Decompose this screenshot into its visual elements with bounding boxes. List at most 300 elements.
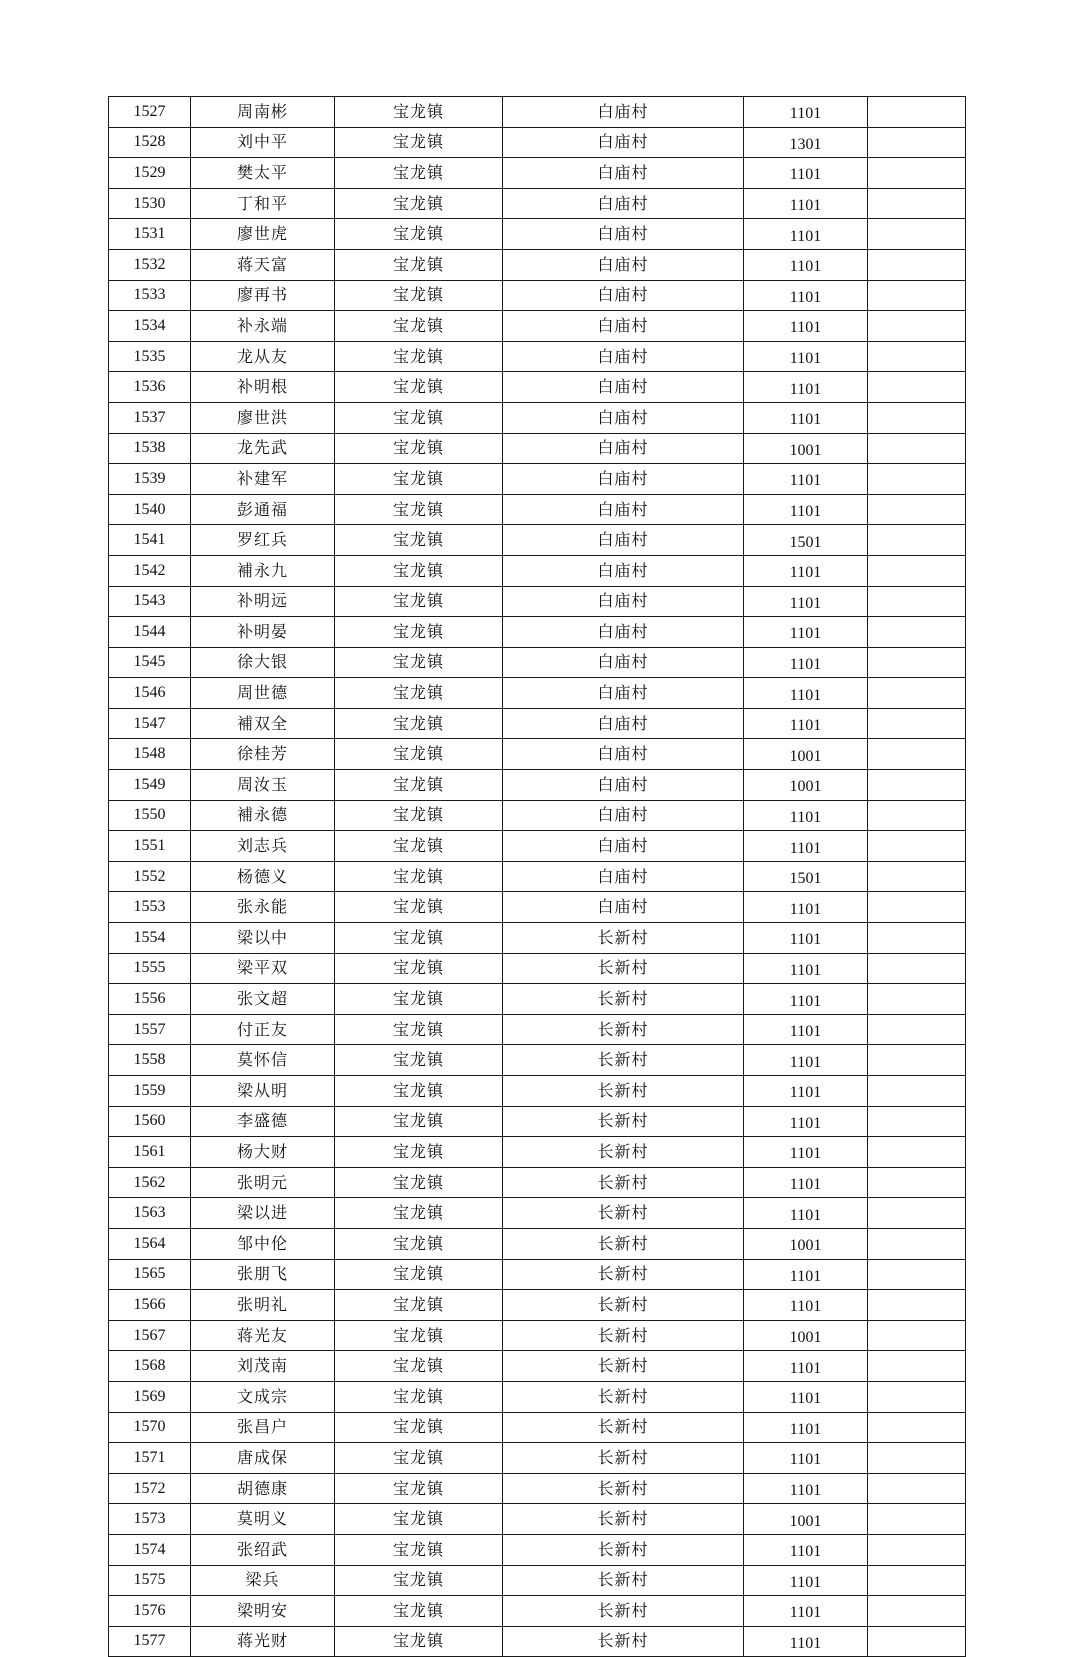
records-table-body (109, 97, 966, 1657)
cell-town: 宝龙镇 (335, 586, 503, 617)
cell-code: 1101 (744, 1381, 868, 1412)
table-row (109, 402, 966, 433)
cell-number: 1573 (109, 1504, 191, 1535)
cell-code: 1101 (744, 1290, 868, 1321)
cell-name: 张明元 (191, 1167, 335, 1198)
cell-name: 莫怀信 (191, 1045, 335, 1076)
cell-town: 宝龙镇 (335, 1320, 503, 1351)
cell-name: 補永德 (191, 800, 335, 831)
table-row (109, 1504, 966, 1535)
cell-town: 宝龙镇 (335, 1443, 503, 1474)
table-row (109, 1106, 966, 1137)
cell-town: 宝龙镇 (335, 1504, 503, 1535)
table-row (109, 311, 966, 342)
cell-name: 蒋光友 (191, 1320, 335, 1351)
cell-town: 宝龙镇 (335, 1228, 503, 1259)
cell-village: 白庙村 (503, 341, 744, 372)
cell-code: 1101 (744, 617, 868, 648)
cell-note (868, 311, 966, 342)
cell-note (868, 433, 966, 464)
cell-town: 宝龙镇 (335, 617, 503, 648)
cell-town: 宝龙镇 (335, 1167, 503, 1198)
table-row (109, 1198, 966, 1229)
cell-number: 1575 (109, 1565, 191, 1596)
cell-note (868, 219, 966, 250)
cell-code: 1101 (744, 1014, 868, 1045)
cell-name: 张明礼 (191, 1290, 335, 1321)
cell-name: 丁和平 (191, 188, 335, 219)
cell-code: 1101 (744, 280, 868, 311)
table-row (109, 1167, 966, 1198)
cell-name: 蒋天富 (191, 249, 335, 280)
table-row (109, 464, 966, 495)
cell-name: 刘中平 (191, 127, 335, 158)
table-row (109, 525, 966, 556)
cell-town: 宝龙镇 (335, 158, 503, 189)
cell-code: 1101 (744, 586, 868, 617)
cell-town: 宝龙镇 (335, 1381, 503, 1412)
table-row (109, 678, 966, 709)
cell-note (868, 1228, 966, 1259)
cell-name: 刘茂南 (191, 1351, 335, 1382)
cell-name: 廖世虎 (191, 219, 335, 250)
cell-town: 宝龙镇 (335, 1198, 503, 1229)
cell-village: 白庙村 (503, 555, 744, 586)
cell-town: 宝龙镇 (335, 1473, 503, 1504)
cell-village: 长新村 (503, 1076, 744, 1107)
cell-code: 1001 (744, 1504, 868, 1535)
cell-village: 长新村 (503, 984, 744, 1015)
cell-note (868, 831, 966, 862)
cell-note (868, 800, 966, 831)
cell-note (868, 1412, 966, 1443)
cell-number: 1555 (109, 953, 191, 984)
cell-number: 1546 (109, 678, 191, 709)
cell-number: 1541 (109, 525, 191, 556)
cell-name: 徐大银 (191, 647, 335, 678)
cell-town: 宝龙镇 (335, 219, 503, 250)
cell-town: 宝龙镇 (335, 739, 503, 770)
cell-code: 1301 (744, 127, 868, 158)
cell-number: 1550 (109, 800, 191, 831)
cell-village: 白庙村 (503, 219, 744, 250)
table-row (109, 770, 966, 801)
cell-town: 宝龙镇 (335, 1106, 503, 1137)
cell-village: 白庙村 (503, 464, 744, 495)
cell-name: 龙从友 (191, 341, 335, 372)
cell-note (868, 97, 966, 128)
cell-village: 白庙村 (503, 311, 744, 342)
cell-number: 1577 (109, 1626, 191, 1657)
table-row (109, 1228, 966, 1259)
cell-note (868, 1626, 966, 1657)
table-row (109, 219, 966, 250)
cell-name: 梁平双 (191, 953, 335, 984)
table-row (109, 97, 966, 128)
cell-number: 1570 (109, 1412, 191, 1443)
table-row (109, 647, 966, 678)
table-row (109, 1014, 966, 1045)
table-row (109, 1381, 966, 1412)
cell-village: 白庙村 (503, 617, 744, 648)
table-row (109, 249, 966, 280)
cell-code: 1101 (744, 800, 868, 831)
cell-note (868, 1596, 966, 1627)
cell-village: 长新村 (503, 1565, 744, 1596)
cell-code: 1001 (744, 1320, 868, 1351)
cell-number: 1565 (109, 1259, 191, 1290)
cell-name: 李盛德 (191, 1106, 335, 1137)
cell-number: 1547 (109, 708, 191, 739)
cell-name: 廖再书 (191, 280, 335, 311)
cell-number: 1562 (109, 1167, 191, 1198)
cell-village: 白庙村 (503, 770, 744, 801)
table-row (109, 1473, 966, 1504)
cell-town: 宝龙镇 (335, 464, 503, 495)
cell-code: 1101 (744, 341, 868, 372)
cell-note (868, 1045, 966, 1076)
cell-note (868, 739, 966, 770)
cell-number: 1534 (109, 311, 191, 342)
table-row (109, 1443, 966, 1474)
cell-name: 梁明安 (191, 1596, 335, 1627)
cell-code: 1101 (744, 1473, 868, 1504)
cell-name: 罗红兵 (191, 525, 335, 556)
cell-code: 1001 (744, 770, 868, 801)
table-row (109, 617, 966, 648)
table-row (109, 127, 966, 158)
cell-town: 宝龙镇 (335, 402, 503, 433)
cell-town: 宝龙镇 (335, 1137, 503, 1168)
cell-code: 1101 (744, 249, 868, 280)
cell-name: 周汝玉 (191, 770, 335, 801)
cell-name: 周世德 (191, 678, 335, 709)
cell-village: 白庙村 (503, 861, 744, 892)
cell-town: 宝龙镇 (335, 1534, 503, 1565)
cell-number: 1571 (109, 1443, 191, 1474)
cell-village: 长新村 (503, 1534, 744, 1565)
cell-village: 长新村 (503, 1351, 744, 1382)
cell-town: 宝龙镇 (335, 1351, 503, 1382)
cell-note (868, 1473, 966, 1504)
table-row (109, 341, 966, 372)
cell-town: 宝龙镇 (335, 1076, 503, 1107)
cell-note (868, 1137, 966, 1168)
cell-number: 1549 (109, 770, 191, 801)
table-row (109, 1076, 966, 1107)
cell-village: 白庙村 (503, 678, 744, 709)
cell-number: 1528 (109, 127, 191, 158)
cell-code: 1101 (744, 97, 868, 128)
cell-number: 1537 (109, 402, 191, 433)
cell-code: 1101 (744, 831, 868, 862)
cell-village: 长新村 (503, 1106, 744, 1137)
table-row (109, 1320, 966, 1351)
cell-village: 长新村 (503, 1167, 744, 1198)
cell-name: 樊太平 (191, 158, 335, 189)
table-row (109, 1259, 966, 1290)
cell-village: 长新村 (503, 1626, 744, 1657)
cell-town: 宝龙镇 (335, 494, 503, 525)
cell-code: 1001 (744, 739, 868, 770)
cell-note (868, 1259, 966, 1290)
cell-town: 宝龙镇 (335, 1412, 503, 1443)
cell-town: 宝龙镇 (335, 280, 503, 311)
cell-note (868, 586, 966, 617)
cell-village: 长新村 (503, 923, 744, 954)
cell-village: 长新村 (503, 1137, 744, 1168)
cell-village: 长新村 (503, 1596, 744, 1627)
cell-code: 1101 (744, 1565, 868, 1596)
cell-village: 白庙村 (503, 739, 744, 770)
cell-village: 白庙村 (503, 97, 744, 128)
cell-code: 1101 (744, 1534, 868, 1565)
cell-village: 长新村 (503, 1473, 744, 1504)
cell-number: 1533 (109, 280, 191, 311)
cell-number: 1574 (109, 1534, 191, 1565)
table-row (109, 800, 966, 831)
cell-village: 白庙村 (503, 280, 744, 311)
cell-town: 宝龙镇 (335, 249, 503, 280)
cell-name: 廖世洪 (191, 402, 335, 433)
cell-name: 補双全 (191, 708, 335, 739)
cell-name: 龙先武 (191, 433, 335, 464)
cell-note (868, 1014, 966, 1045)
cell-code: 1001 (744, 433, 868, 464)
table-row (109, 1290, 966, 1321)
cell-code: 1101 (744, 1045, 868, 1076)
table-row (109, 188, 966, 219)
cell-name: 胡德康 (191, 1473, 335, 1504)
cell-town: 宝龙镇 (335, 831, 503, 862)
cell-village: 白庙村 (503, 892, 744, 923)
cell-code: 1001 (744, 1228, 868, 1259)
cell-note (868, 158, 966, 189)
cell-number: 1556 (109, 984, 191, 1015)
table-row (109, 1137, 966, 1168)
cell-note (868, 1443, 966, 1474)
cell-village: 长新村 (503, 1259, 744, 1290)
cell-code: 1101 (744, 678, 868, 709)
cell-note (868, 617, 966, 648)
cell-note (868, 341, 966, 372)
cell-note (868, 372, 966, 403)
cell-town: 宝龙镇 (335, 555, 503, 586)
cell-code: 1101 (744, 311, 868, 342)
cell-note (868, 923, 966, 954)
cell-number: 1548 (109, 739, 191, 770)
cell-note (868, 494, 966, 525)
cell-village: 长新村 (503, 1014, 744, 1045)
cell-village: 白庙村 (503, 158, 744, 189)
cell-town: 宝龙镇 (335, 1290, 503, 1321)
cell-name: 梁以中 (191, 923, 335, 954)
cell-town: 宝龙镇 (335, 1596, 503, 1627)
cell-note (868, 1504, 966, 1535)
cell-village: 白庙村 (503, 831, 744, 862)
cell-number: 1572 (109, 1473, 191, 1504)
cell-name: 杨大财 (191, 1137, 335, 1168)
cell-code: 1101 (744, 1167, 868, 1198)
cell-town: 宝龙镇 (335, 341, 503, 372)
cell-name: 张昌户 (191, 1412, 335, 1443)
cell-note (868, 525, 966, 556)
cell-code: 1101 (744, 1596, 868, 1627)
cell-town: 宝龙镇 (335, 311, 503, 342)
table-row (109, 1565, 966, 1596)
cell-code: 1501 (744, 861, 868, 892)
table-row (109, 1412, 966, 1443)
cell-village: 白庙村 (503, 402, 744, 433)
cell-village: 白庙村 (503, 525, 744, 556)
cell-number: 1538 (109, 433, 191, 464)
cell-town: 宝龙镇 (335, 433, 503, 464)
cell-note (868, 1534, 966, 1565)
cell-code: 1101 (744, 647, 868, 678)
table-row (109, 1045, 966, 1076)
cell-number: 1558 (109, 1045, 191, 1076)
table-row (109, 861, 966, 892)
cell-village: 白庙村 (503, 188, 744, 219)
cell-town: 宝龙镇 (335, 97, 503, 128)
cell-village: 长新村 (503, 1412, 744, 1443)
cell-note (868, 1565, 966, 1596)
cell-name: 補永九 (191, 555, 335, 586)
cell-village: 长新村 (503, 1381, 744, 1412)
cell-number: 1529 (109, 158, 191, 189)
cell-number: 1560 (109, 1106, 191, 1137)
cell-code: 1101 (744, 402, 868, 433)
cell-village: 白庙村 (503, 586, 744, 617)
cell-town: 宝龙镇 (335, 127, 503, 158)
cell-number: 1545 (109, 647, 191, 678)
cell-note (868, 402, 966, 433)
table-row (109, 1626, 966, 1657)
table-row (109, 555, 966, 586)
cell-village: 白庙村 (503, 372, 744, 403)
cell-town: 宝龙镇 (335, 678, 503, 709)
cell-village: 白庙村 (503, 800, 744, 831)
table-row (109, 433, 966, 464)
cell-name: 杨德义 (191, 861, 335, 892)
cell-number: 1540 (109, 494, 191, 525)
cell-note (868, 280, 966, 311)
cell-number: 1554 (109, 923, 191, 954)
cell-town: 宝龙镇 (335, 984, 503, 1015)
cell-note (868, 1106, 966, 1137)
cell-code: 1101 (744, 1351, 868, 1382)
table-row (109, 831, 966, 862)
cell-note (868, 1076, 966, 1107)
cell-number: 1553 (109, 892, 191, 923)
cell-note (868, 555, 966, 586)
cell-village: 长新村 (503, 1228, 744, 1259)
cell-code: 1101 (744, 555, 868, 586)
cell-number: 1563 (109, 1198, 191, 1229)
cell-town: 宝龙镇 (335, 647, 503, 678)
cell-town: 宝龙镇 (335, 188, 503, 219)
cell-village: 白庙村 (503, 127, 744, 158)
cell-town: 宝龙镇 (335, 953, 503, 984)
cell-name: 彭通福 (191, 494, 335, 525)
table-row (109, 892, 966, 923)
cell-town: 宝龙镇 (335, 1259, 503, 1290)
cell-number: 1568 (109, 1351, 191, 1382)
table-row (109, 280, 966, 311)
cell-town: 宝龙镇 (335, 800, 503, 831)
cell-code: 1101 (744, 1137, 868, 1168)
cell-name: 补明远 (191, 586, 335, 617)
cell-code: 1101 (744, 188, 868, 219)
table-row (109, 923, 966, 954)
cell-town: 宝龙镇 (335, 892, 503, 923)
cell-name: 补建军 (191, 464, 335, 495)
cell-code: 1101 (744, 1106, 868, 1137)
table-row (109, 984, 966, 1015)
cell-number: 1576 (109, 1596, 191, 1627)
table-row (109, 586, 966, 617)
cell-number: 1567 (109, 1320, 191, 1351)
cell-number: 1530 (109, 188, 191, 219)
cell-town: 宝龙镇 (335, 372, 503, 403)
cell-town: 宝龙镇 (335, 1565, 503, 1596)
cell-name: 张文超 (191, 984, 335, 1015)
cell-number: 1561 (109, 1137, 191, 1168)
cell-note (868, 1381, 966, 1412)
table-row (109, 1596, 966, 1627)
cell-name: 周南彬 (191, 97, 335, 128)
cell-name: 梁兵 (191, 1565, 335, 1596)
cell-number: 1552 (109, 861, 191, 892)
cell-village: 白庙村 (503, 433, 744, 464)
cell-name: 刘志兵 (191, 831, 335, 862)
cell-number: 1566 (109, 1290, 191, 1321)
cell-note (868, 464, 966, 495)
cell-village: 长新村 (503, 953, 744, 984)
cell-name: 唐成保 (191, 1443, 335, 1474)
cell-name: 张永能 (191, 892, 335, 923)
cell-note (868, 1351, 966, 1382)
cell-name: 莫明义 (191, 1504, 335, 1535)
cell-town: 宝龙镇 (335, 1045, 503, 1076)
cell-name: 徐桂芳 (191, 739, 335, 770)
cell-town: 宝龙镇 (335, 770, 503, 801)
cell-note (868, 1167, 966, 1198)
cell-code: 1101 (744, 372, 868, 403)
cell-number: 1535 (109, 341, 191, 372)
cell-village: 长新村 (503, 1045, 744, 1076)
cell-note (868, 984, 966, 1015)
cell-note (868, 708, 966, 739)
cell-note (868, 249, 966, 280)
cell-number: 1559 (109, 1076, 191, 1107)
cell-code: 1101 (744, 953, 868, 984)
cell-village: 长新村 (503, 1443, 744, 1474)
cell-code: 1101 (744, 1076, 868, 1107)
cell-name: 补明晏 (191, 617, 335, 648)
cell-village: 白庙村 (503, 249, 744, 280)
cell-code: 1101 (744, 1259, 868, 1290)
cell-town: 宝龙镇 (335, 923, 503, 954)
cell-note (868, 188, 966, 219)
table-row (109, 953, 966, 984)
cell-number: 1531 (109, 219, 191, 250)
cell-town: 宝龙镇 (335, 525, 503, 556)
cell-name: 补明根 (191, 372, 335, 403)
cell-name: 邹中伦 (191, 1228, 335, 1259)
cell-name: 梁以进 (191, 1198, 335, 1229)
cell-code: 1101 (744, 923, 868, 954)
